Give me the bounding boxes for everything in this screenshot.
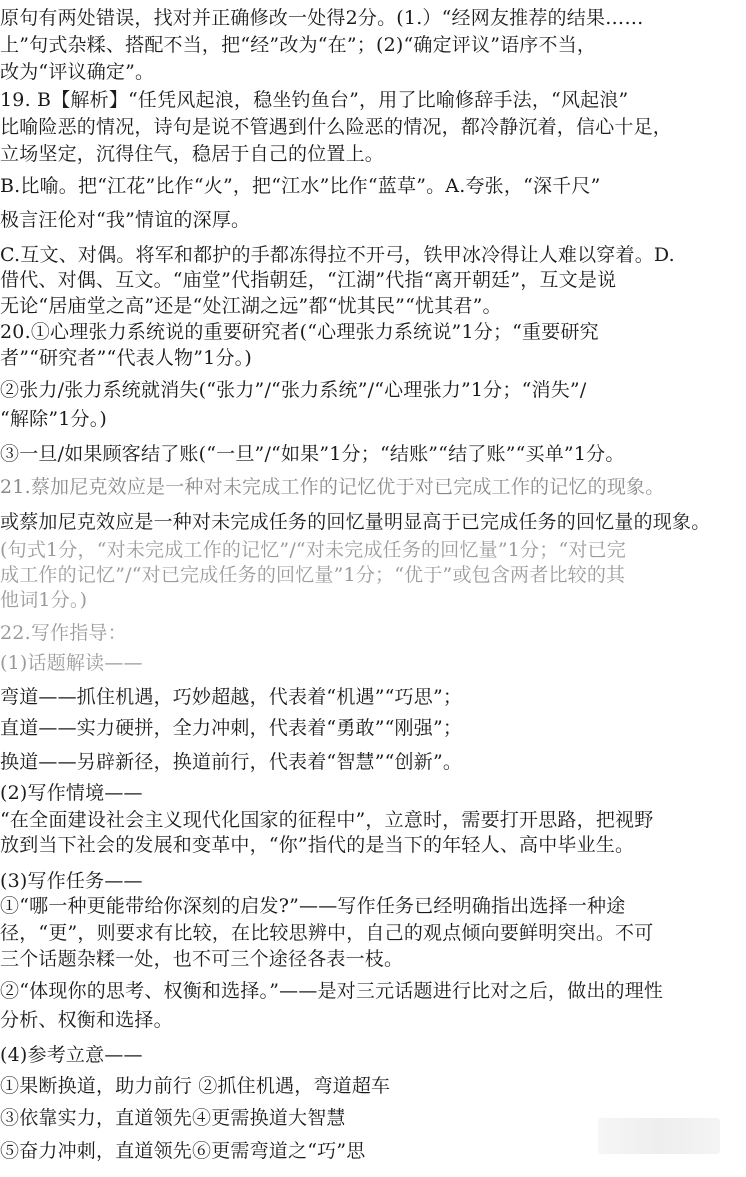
text-line: 换道——另辟新径，换道前行，代表着“智慧”“创新”。 (0, 751, 463, 773)
text-line: 成工作的记忆”/“对已完成任务的回忆量”1分；“优于”或包含两者比较的其 (0, 564, 626, 586)
text-line: ①“哪一种更能带给你深刻的启发?”——写作任务已经明确指出选择一种途 (0, 895, 626, 917)
text-line: (4)参考立意—— (0, 1044, 143, 1066)
text-line: 20.①心理张力系统说的重要研究者(“心理张力系统说”1分；“重要研究 (0, 321, 599, 343)
text-line: ③一旦/如果顾客结了账(“一旦”/“如果”1分；“结账”“结了账”“买单”1分。 (0, 443, 625, 465)
text-line: (句式1分，“对未完成工作的记忆”/“对未完成任务的回忆量”1分；“对已完 (0, 539, 626, 561)
text-line: 无论“居庙堂之高”还是“处江湖之远”都“忧其民”“忧其君”。 (0, 295, 502, 317)
text-line: 21.蔡加尼克效应是一种对未完成工作的记忆优于对已完成工作的记忆的现象。 (0, 476, 665, 498)
text-line: 比喻险恶的情况，诗句是说不管遇到什么险恶的情况，都冷静沉着，信心十足， (0, 116, 673, 138)
text-line: 原句有两处错误，找对并正确修改一处得2分。(1.）“经网友推荐的结果…… (0, 7, 644, 29)
text-line: 或蔡加尼克效应是一种对未完成任务的回忆量明显高于已完成任务的回忆量的现象。 (0, 511, 711, 533)
text-line: 他词1分。) (0, 589, 88, 611)
text-line: ⑤奋力冲刺，直道领先⑥更需弯道之“巧”思 (0, 1140, 366, 1162)
text-line: 借代、对偶、互文。“庙堂”代指朝廷，“江湖”代指“离开朝廷”，互文是说 (0, 269, 617, 291)
text-line: 上”句式杂糅、搭配不当，把“经”改为“在”；(2)“确定评议”语序不当， (0, 34, 597, 56)
text-line: “在全面建设社会主义现代化国家的征程中”，立意时，需要打开思路，把视野 (0, 809, 654, 831)
text-line: (1)话题解读—— (0, 652, 143, 674)
text-line: 分析、权衡和选择。 (0, 1009, 173, 1031)
text-line: (2)写作情境—— (0, 782, 143, 804)
text-line: 极言汪伦对“我”情谊的深厚。 (0, 209, 251, 231)
text-line: “解除”1分。) (0, 408, 108, 430)
text-line: ③依靠实力，直道领先④更需换道大智慧 (0, 1107, 346, 1129)
text-line: ②张力/张力系统就消失(“张力”/“张力系统”/“心理张力”1分；“消失”/ (0, 379, 587, 401)
text-line: 改为“评议确定”。 (0, 61, 155, 83)
text-line: (3)写作任务—— (0, 870, 143, 892)
text-line: 22.写作指导： (0, 622, 127, 644)
text-line: 弯道——抓住机遇，巧妙超越，代表着“机遇”“巧思”； (0, 686, 463, 708)
text-line: C.互文、对偶。将军和都护的手都冻得拉不开弓，铁甲冰冷得让人难以穿着。D. (0, 244, 675, 266)
text-line: 三个话题杂糅一处，也不可三个途径各表一枝。 (0, 948, 404, 970)
text-line: B.比喻。把“江花”比作“火”，把“江水”比作“蓝草”。A.夸张，“深千尺” (0, 175, 601, 197)
text-line: ②“体现你的思考、权衡和选择。”——是对三元话题进行比对之后，做出的理性 (0, 980, 664, 1002)
text-line: 立场坚定，沉得住气，稳居于自己的位置上。 (0, 143, 385, 165)
text-line: 径，“更”，则要求有比较，在比较思辨中，自己的观点倾向要鲜明突出。不可 (0, 922, 654, 944)
text-line: 者”“研究者”“代表人物”1分。) (0, 347, 252, 369)
watermark-patch (598, 1118, 720, 1154)
text-line: 放到当下社会的发展和变革中，“你”指代的是当下的年轻人、高中毕业生。 (0, 834, 635, 856)
text-line: ①果断换道，助力前行 ②抓住机遇，弯道超车 (0, 1075, 391, 1097)
text-line: 直道——实力硬拼，全力冲刺，代表着“勇敢”“刚强”； (0, 717, 463, 739)
text-line: 19. B【解析】“任凭风起浪，稳坐钓鱼台”，用了比喻修辞手法，“风起浪” (0, 89, 629, 111)
